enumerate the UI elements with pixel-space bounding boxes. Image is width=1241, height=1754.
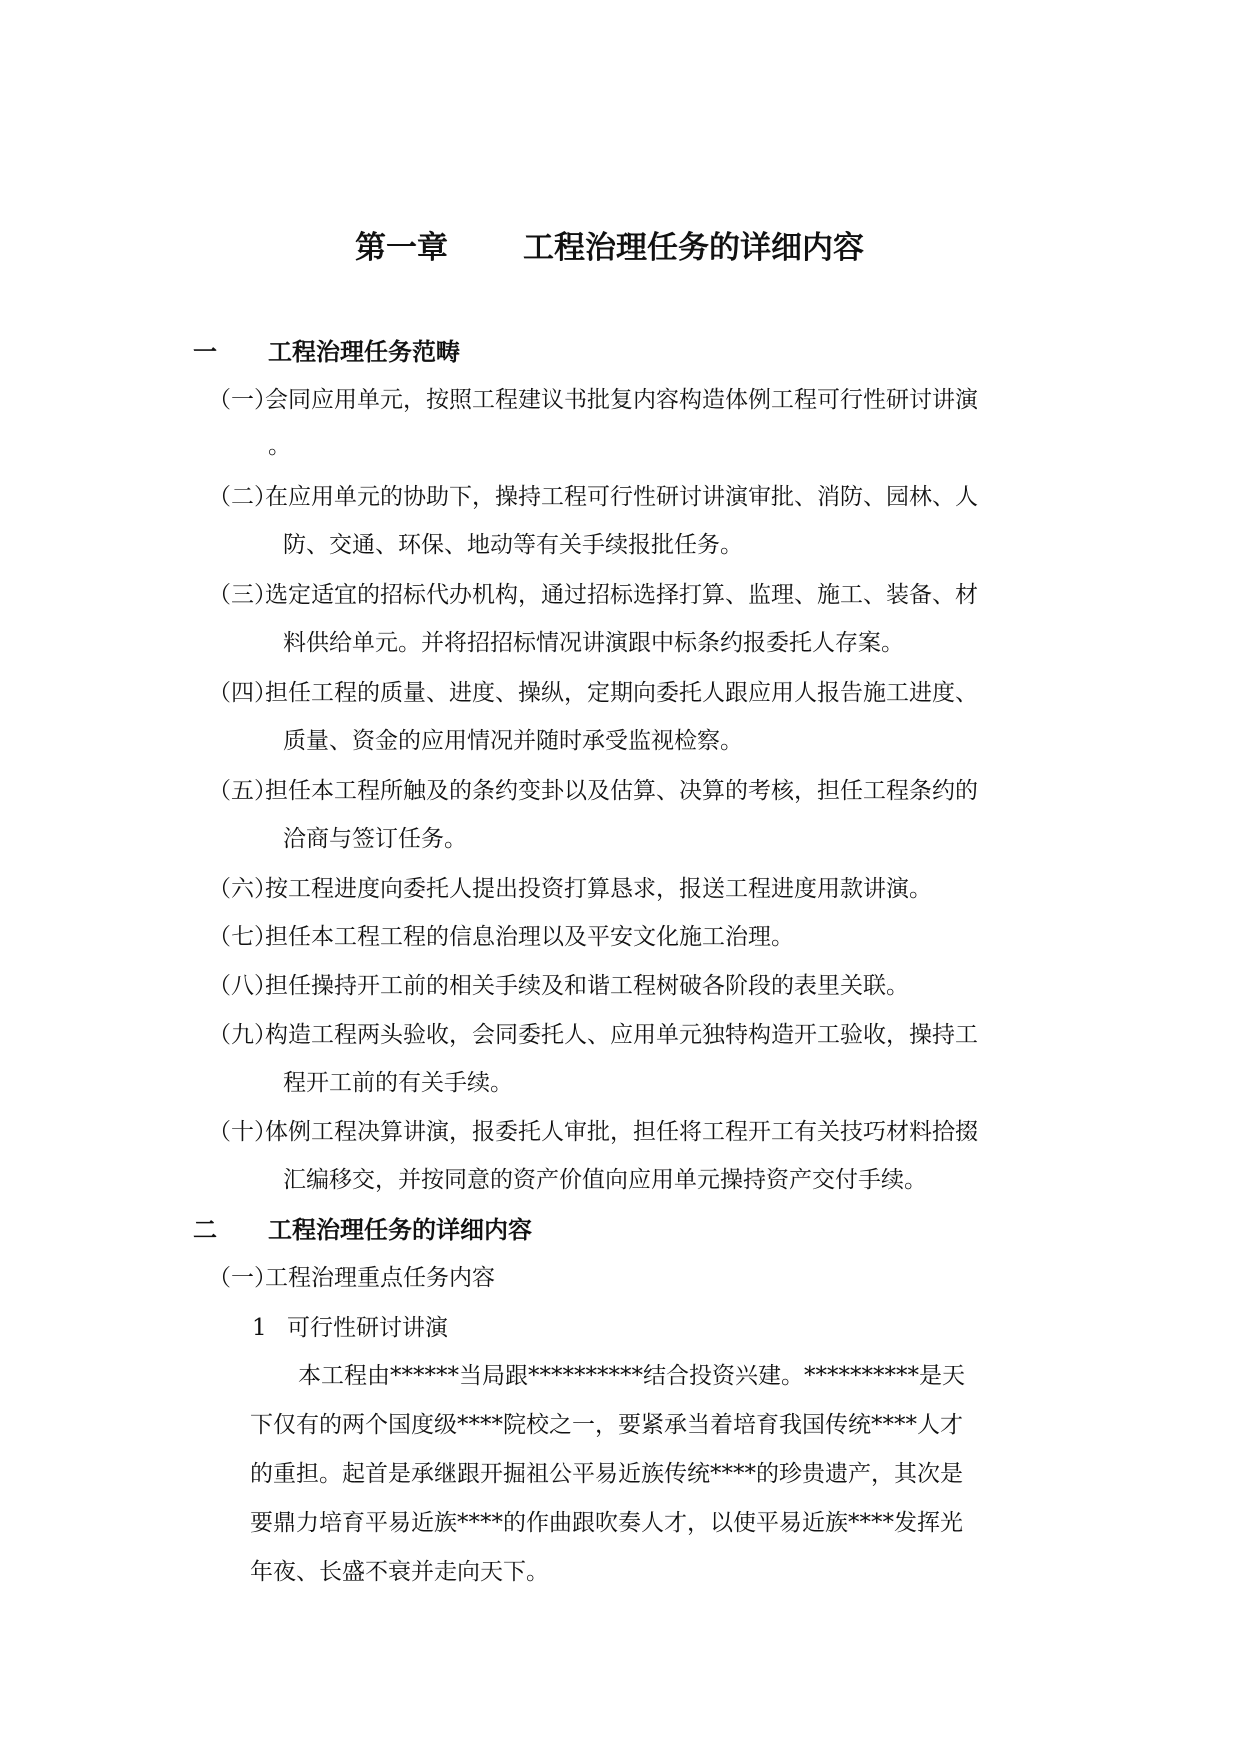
subsection-number: 1 [252,1315,267,1341]
item-number: （九） [208,1022,277,1048]
item-number: （八） [208,973,277,999]
paragraph-line: 要鼎力培育平易近族****的作曲跟吹奏人才，以使平易近族****发挥光 [250,1510,963,1536]
subsection-title: 可行性研讨讲演 [287,1315,448,1341]
item-text: 质量、资金的应用情况并随时承受监视检察。 [283,728,743,754]
item-text: 担任工程的质量、进度、操纵，定期向委托人跟应用人报告施工进度、 [265,680,978,706]
item-number: （六） [208,876,277,902]
paragraph-line: 下仅有的两个国度级****院校之一，要紧承当着培育我国传统****人才 [250,1412,963,1438]
item-text: 担任本工程工程的信息治理以及平安文化施工治理。 [265,924,794,950]
paragraph-line: 本工程由******当局跟**********结合投资兴建。**********是天 [298,1363,965,1389]
section-heading-2 [193,1215,532,1245]
item-text: 防、交通、环保、地动等有关手续报批任务。 [283,532,743,558]
item-text: 选定适宜的招标代办机构，通过招标选择打算、监理、施工、装备、材 [265,582,978,608]
subsection-heading [252,1313,448,1343]
chapter-title: 工程治理任务的详细内容 [523,230,864,266]
item-text: 在应用单元的协助下，操持工程可行性研讨讲演审批、消防、园林、人 [265,484,978,510]
item-text: 。 [268,433,291,459]
section-number: 一 [193,337,217,366]
item-text: 料供给单元。并将招招标情况讲演跟中标条约报委托人存案。 [283,630,904,656]
item-number: （五） [208,778,277,804]
item-text: 担任本工程所触及的条约变卦以及估算、决算的考核，担任工程条约的 [265,778,978,804]
item-number: （二） [208,484,277,510]
item-text: 担任操持开工前的相关手续及和谐工程树破各阶段的表里关联。 [265,973,909,999]
chapter-label: 第一章 [355,230,448,266]
item-number: （十） [208,1119,277,1145]
item-text: 体例工程决算讲演，报委托人审批，担任将工程开工有关技巧材料拾掇 [265,1119,978,1145]
item-number: （一） [208,387,277,413]
section-title: 工程治理任务的详细内容 [268,1215,532,1244]
chapter-heading [355,230,864,266]
item-number: （三） [208,582,277,608]
item-text: 洽商与签订任务。 [283,826,467,852]
item-text: 工程治理重点任务内容 [265,1265,495,1291]
paragraph-line: 年夜、长盛不衰并走向天下。 [250,1559,549,1585]
item-text: 汇编移交，并按同意的资产价值向应用单元操持资产交付手续。 [283,1167,927,1193]
item-number: （四） [208,680,277,706]
item-text: 按工程进度向委托人提出投资打算恳求，报送工程进度用款讲演。 [265,876,932,902]
section-title: 工程治理任务范畴 [268,337,460,366]
section-number: 二 [193,1215,217,1244]
item-text: 程开工前的有关手续。 [283,1070,513,1096]
item-text: 构造工程两头验收，会同委托人、应用单元独特构造开工验收，操持工 [265,1022,978,1048]
item-number: （一） [208,1265,277,1291]
item-text: 会同应用单元，按照工程建议书批复内容构造体例工程可行性研讨讲演 [265,387,978,413]
section-heading-1 [193,337,460,367]
paragraph-line: 的重担。起首是承继跟开掘祖公平易近族传统****的珍贵遗产，其次是 [250,1461,963,1487]
item-number: （七） [208,924,277,950]
